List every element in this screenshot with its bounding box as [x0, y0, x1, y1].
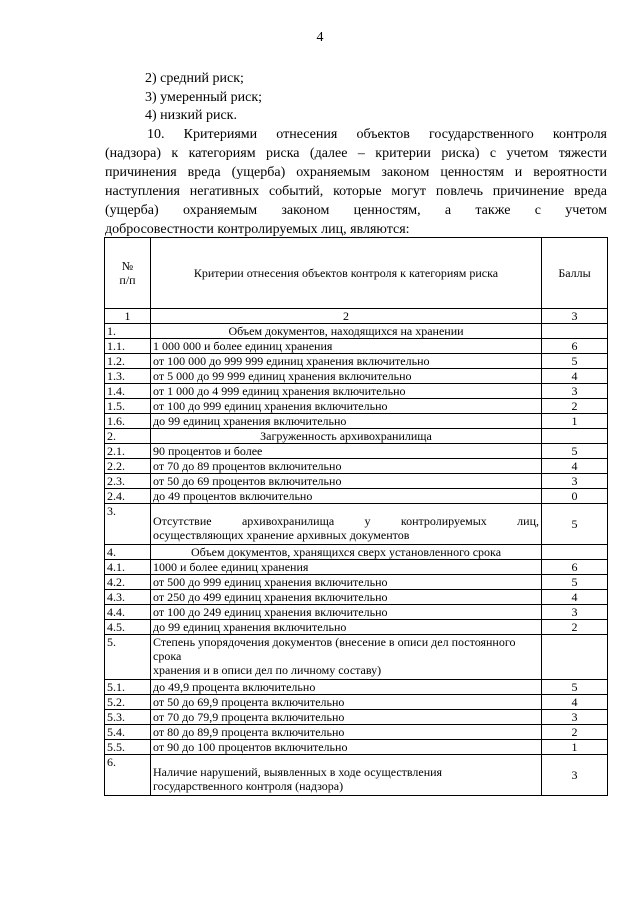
page-number: 4 — [316, 30, 324, 45]
row-number: 5.5. — [105, 740, 151, 755]
row-criteria: Объем документов, хранящихся сверх установленного срока — [151, 545, 542, 560]
table-row — [105, 474, 608, 489]
row-criteria: от 500 до 999 единиц хранения включительно — [151, 575, 542, 590]
paragraph-line: добросовестности контролируемых лиц, являются: — [105, 222, 410, 237]
row-criteria: до 49,9 процента включительно — [151, 680, 542, 695]
row-points: 5 — [542, 575, 608, 590]
row-number: 1.3. — [105, 369, 151, 384]
row-number: 1.1. — [105, 339, 151, 354]
row-number: 3. — [105, 504, 151, 545]
row-number: 4. — [105, 545, 151, 560]
column-number: 1 — [105, 309, 151, 324]
table-row — [105, 620, 608, 635]
row-criteria: 90 процентов и более — [151, 444, 542, 459]
row-points: 2 — [542, 399, 608, 414]
table-row — [105, 710, 608, 725]
row-number: 4.2. — [105, 575, 151, 590]
row-points — [542, 635, 608, 680]
row-criteria: 1000 и более единиц хранения — [151, 560, 542, 575]
row-points: 1 — [542, 414, 608, 429]
row-criteria: от 50 до 69,9 процента включительно — [151, 695, 542, 710]
row-criteria: от 80 до 89,9 процента включительно — [151, 725, 542, 740]
row-criteria: до 99 единиц хранения включительно — [151, 414, 542, 429]
header-number: № п/п — [105, 238, 151, 309]
table-row — [105, 635, 608, 680]
row-points: 5 — [542, 354, 608, 369]
row-number: 2.1. — [105, 444, 151, 459]
table-section-row — [105, 324, 608, 339]
table-header-row — [105, 238, 608, 309]
row-number: 1.5. — [105, 399, 151, 414]
paragraph-line: (надзора) к категориям риска (далее – критерии риска) с учетом тяжести — [105, 146, 607, 161]
row-points: 6 — [542, 560, 608, 575]
row-number: 1.2. — [105, 354, 151, 369]
row-criteria: 1 000 000 и более единиц хранения — [151, 339, 542, 354]
table-row — [105, 680, 608, 695]
table-row — [105, 399, 608, 414]
row-criteria: от 100 до 249 единиц хранения включительно — [151, 605, 542, 620]
table-row — [105, 369, 608, 384]
row-criteria: от 1 000 до 4 999 единиц хранения включительно — [151, 384, 542, 399]
table-row — [105, 354, 608, 369]
paragraph-line: 10. Критериями отнесения объектов государственного контроля — [147, 127, 607, 142]
row-number: 5. — [105, 635, 151, 680]
row-number: 5.2. — [105, 695, 151, 710]
row-points: 5 — [542, 680, 608, 695]
table-row — [105, 740, 608, 755]
row-number: 1.4. — [105, 384, 151, 399]
table-row — [105, 590, 608, 605]
row-criteria: до 49 процентов включительно — [151, 489, 542, 504]
row-points — [542, 324, 608, 339]
row-points: 1 — [542, 740, 608, 755]
row-number: 2.3. — [105, 474, 151, 489]
criteria-line: хранения и в описи дел по личному составу) — [153, 663, 382, 677]
table-row — [105, 575, 608, 590]
table-row — [105, 725, 608, 740]
row-criteria: от 100 000 до 999 999 единиц хранения включительно — [151, 354, 542, 369]
row-criteria: Загруженность архивохранилища — [151, 429, 542, 444]
row-number: 1. — [105, 324, 151, 339]
table-row — [105, 605, 608, 620]
list-item-moderate-risk: 3) умеренный риск; — [145, 90, 263, 105]
risk-criteria-table — [104, 237, 608, 796]
row-number: 4.1. — [105, 560, 151, 575]
column-number-row — [105, 309, 608, 324]
row-points: 5 — [542, 444, 608, 459]
criteria-line: Отсутствие архивохранилища у контролируемых лиц, — [153, 514, 539, 528]
column-number: 2 — [151, 309, 542, 324]
table-section-row — [105, 545, 608, 560]
row-number: 4.3. — [105, 590, 151, 605]
table-row — [105, 444, 608, 459]
row-points: 5 — [542, 504, 608, 545]
table-row — [105, 414, 608, 429]
row-criteria: от 250 до 499 единиц хранения включительно — [151, 590, 542, 605]
table-row — [105, 339, 608, 354]
row-number: 2. — [105, 429, 151, 444]
row-number: 4.4. — [105, 605, 151, 620]
row-number: 4.5. — [105, 620, 151, 635]
row-number: 5.4. — [105, 725, 151, 740]
row-points — [542, 545, 608, 560]
row-points: 3 — [542, 755, 608, 796]
row-points: 2 — [542, 725, 608, 740]
criteria-line: государственного контроля (надзора) — [153, 779, 344, 793]
row-criteria: от 90 до 100 процентов включительно — [151, 740, 542, 755]
criteria-paragraph — [105, 125, 607, 239]
row-number: 5.3. — [105, 710, 151, 725]
table-row — [105, 489, 608, 504]
list-item-low-risk: 4) низкий риск. — [145, 108, 237, 123]
column-number: 3 — [542, 309, 608, 324]
row-points: 4 — [542, 695, 608, 710]
row-criteria: до 99 единиц хранения включительно — [151, 620, 542, 635]
row-criteria: от 70 до 79,9 процента включительно — [151, 710, 542, 725]
table-row — [105, 755, 608, 796]
header-criteria: Критерии отнесения объектов контроля к категориям риска — [151, 238, 542, 309]
table-row — [105, 560, 608, 575]
paragraph-line: причинения вреда (ущерба) охраняемым законом ценностям и вероятности — [105, 165, 607, 180]
row-criteria: от 100 до 999 единиц хранения включительно — [151, 399, 542, 414]
row-number: 1.6. — [105, 414, 151, 429]
row-number: 2.2. — [105, 459, 151, 474]
row-criteria: от 70 до 89 процентов включительно — [151, 459, 542, 474]
table-row — [105, 504, 608, 545]
row-criteria: от 50 до 69 процентов включительно — [151, 474, 542, 489]
row-criteria — [151, 635, 542, 680]
row-criteria: от 5 000 до 99 999 единиц хранения включительно — [151, 369, 542, 384]
row-points: 3 — [542, 710, 608, 725]
list-item-medium-risk: 2) средний риск; — [145, 71, 244, 86]
row-points: 6 — [542, 339, 608, 354]
row-points: 3 — [542, 384, 608, 399]
row-points: 3 — [542, 474, 608, 489]
row-points: 0 — [542, 489, 608, 504]
criteria-line: Степень упорядочения документов (внесение в описи дел постоянного срока — [153, 635, 516, 663]
criteria-line: осуществляющих хранение архивных документов — [153, 528, 410, 542]
paragraph-line: наступления негативных событий, которые могут повлечь причинение вреда — [105, 184, 607, 199]
table-section-row — [105, 429, 608, 444]
table-row — [105, 384, 608, 399]
row-criteria — [151, 755, 542, 796]
header-points: Баллы — [542, 238, 608, 309]
row-number: 6. — [105, 755, 151, 796]
row-points: 4 — [542, 590, 608, 605]
row-points: 4 — [542, 369, 608, 384]
table-row — [105, 459, 608, 474]
paragraph-line: (ущерба) охраняемым законом ценностям, а также с учетом — [105, 203, 607, 218]
row-points — [542, 429, 608, 444]
row-criteria — [151, 504, 542, 545]
criteria-line: Наличие нарушений, выявленных в ходе осуществления — [153, 765, 443, 779]
row-points: 4 — [542, 459, 608, 474]
row-criteria: Объем документов, находящихся на хранении — [151, 324, 542, 339]
row-number: 5.1. — [105, 680, 151, 695]
row-points: 2 — [542, 620, 608, 635]
row-points: 3 — [542, 605, 608, 620]
table-row — [105, 695, 608, 710]
row-number: 2.4. — [105, 489, 151, 504]
